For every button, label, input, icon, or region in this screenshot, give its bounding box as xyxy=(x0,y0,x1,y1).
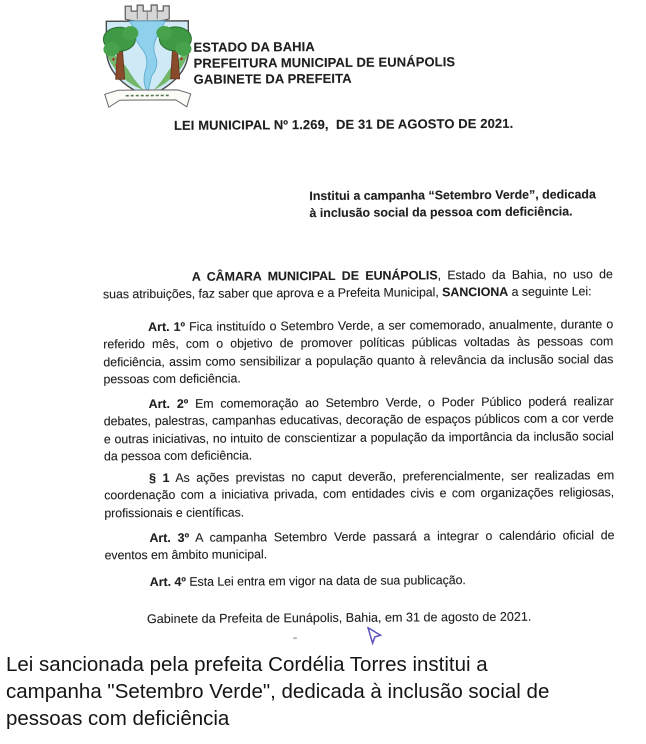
coat-of-arms-icon xyxy=(91,2,204,115)
preamble-paragraph: A CÂMARA MUNICIPAL DE EUNÁPOLIS, Estado da Bahia, no uso de suas atribuições, faz saber que aprova e a Prefeita Municipal, SANCIONA a seguinte Lei: xyxy=(103,266,613,304)
closing-line: Gabinete da Prefeita de Eunápolis, Bahia, em 31 de agosto de 2021. xyxy=(147,610,531,626)
scan-speck xyxy=(293,637,297,639)
caption-line: pessoas com deficiência xyxy=(6,705,549,732)
paragraph-1-section: § 1 As ações previstas no caput deverão, preferencialmente, ser realizadas em coordenação com a iniciativa privada, com entidades civis e com organizações religiosas, profissionais e científicas. xyxy=(104,467,614,522)
caption-line: Lei sancionada pela prefeita Cordélia Torres institui a xyxy=(6,651,549,678)
letterhead xyxy=(193,38,455,87)
epigraph-line: à inclusão social da pessoa com deficiência. xyxy=(309,203,611,222)
letterhead-line-prefeitura: PREFEITURA MUNICIPAL DE EUNÁPOLIS xyxy=(194,54,456,71)
article-3-paragraph: Art. 3º A campanha Setembro Verde passará a integrar o calendário oficial de eventos em âmbito municipal. xyxy=(104,527,614,565)
letterhead-line-gabinete: GABINETE DA PREFEITA xyxy=(194,70,456,87)
article-4-paragraph: Art. 4º Esta Lei entra em vigor na data de sua publicação. xyxy=(105,571,615,591)
article-1-paragraph: Art. 1º Fica instituído o Setembro Verde, a ser comemorado, anualmente, durante o referido mês, com o objetivo de promover políticas públicas voltadas às pessoas com deficiência, assim como sensibilizar a população quanto à relevância da inclusão social das pessoas com deficiência. xyxy=(103,316,613,388)
caption-line: campanha "Setembro Verde", dedicada à inclusão social de xyxy=(6,678,549,705)
epigraph xyxy=(309,186,611,222)
mouse-cursor-icon xyxy=(364,627,382,647)
news-caption xyxy=(6,651,549,732)
sanciona-bold: SANCIONA xyxy=(442,285,508,299)
letterhead-line-state: ESTADO DA BAHIA xyxy=(193,38,455,55)
camara-name-bold: A CÂMARA MUNICIPAL DE EUNÁPOLIS xyxy=(192,268,438,284)
epigraph-line: Institui a campanha “Setembro Verde”, dedicada xyxy=(309,186,611,205)
law-title: LEI MUNICIPAL Nº 1.269, DE 31 DE AGOSTO DE 2021. xyxy=(174,116,513,133)
article-2-paragraph: Art. 2º Em comemoração ao Setembro Verde, o Poder Público poderá realizar debates, palestras, campanhas educativas, decoração de espaços públicos com a cor verde e outras iniciativas, no intuito de conscientizar a população da importância da inclusão social da pessoa com deficiência. xyxy=(104,393,614,465)
